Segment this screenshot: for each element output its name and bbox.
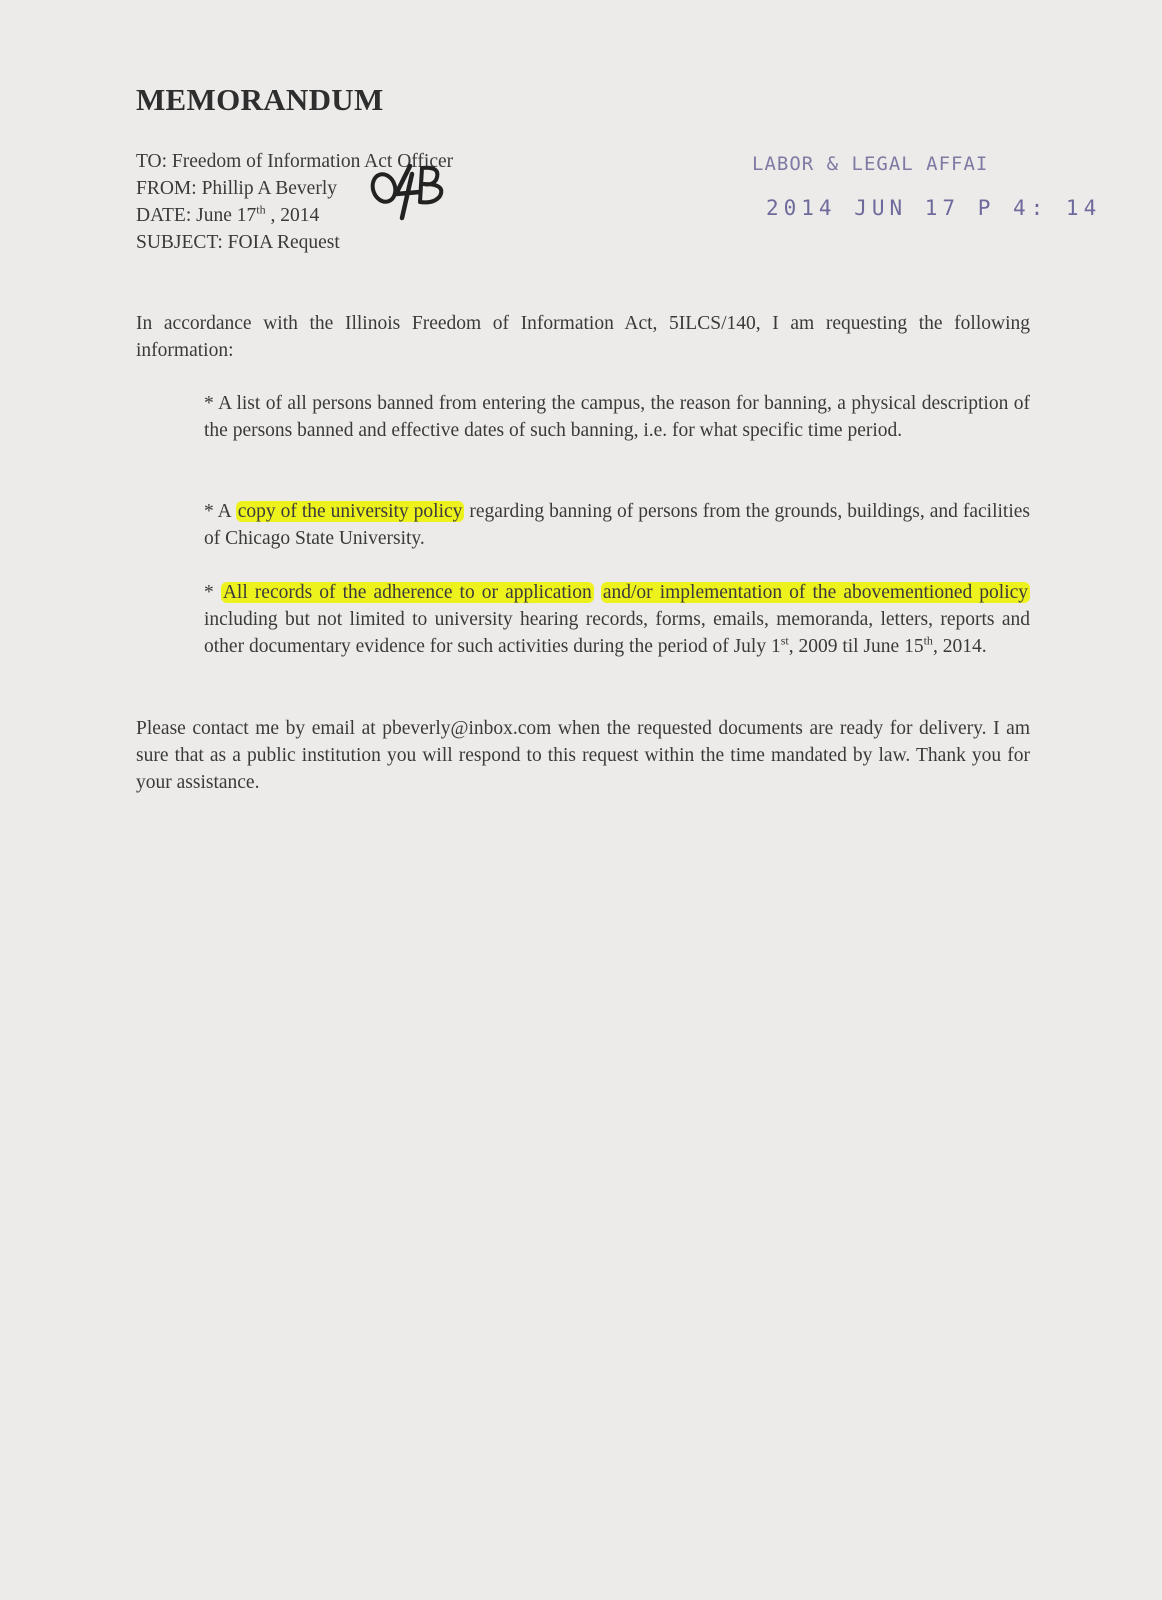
stamp-datetime: 2014 JUN 17 P 4: 14	[766, 196, 1102, 220]
memo-title: MEMORANDUM	[136, 82, 384, 117]
request-item-3-middle: , 2009 til June 15	[788, 636, 924, 657]
stamp-department: LABOR & LEGAL AFFAI	[752, 153, 989, 175]
handwritten-mark-icon	[370, 160, 450, 222]
subject-line: SUBJECT: FOIA Request	[136, 232, 340, 253]
received-stamp	[752, 152, 1101, 223]
to-line: TO: Freedom of Information Act Officer	[136, 151, 454, 172]
request-item-3-rest: including but not limited to university hearing records, forms, emails, memoranda, letters, reports and other documentary evidence for such activities during the period of July 1	[204, 609, 1030, 657]
request-item-3-end: , 2014.	[932, 636, 987, 657]
ordinal-suffix: st	[780, 633, 789, 648]
ordinal-suffix: th	[923, 633, 933, 648]
date-suffix: , 2014	[265, 205, 320, 226]
date-ordinal: th	[256, 202, 266, 217]
request-item-1: * A list of all persons banned from entering the campus, the reason for banning, a physical description of the persons banned and effective dates of such banning, i.e. for what specific time period.	[204, 393, 1030, 441]
request-item-3-prefix: *	[204, 582, 221, 603]
highlighted-text: All records of the adherence to or application	[222, 582, 592, 603]
request-item-2	[204, 498, 1030, 552]
from-line: FROM: Phillip A Beverly	[136, 178, 337, 199]
request-item-2-rest: regarding banning of persons from the grounds, buildings, and facilities of Chicago State University.	[204, 501, 1030, 549]
request-item-2-prefix: * A	[204, 501, 236, 522]
highlighted-text: copy of the university policy	[237, 501, 463, 522]
request-item-3	[204, 579, 1030, 660]
date-prefix: DATE: June 17	[136, 205, 257, 226]
highlighted-text: and/or implementation of the abovementioned policy	[602, 582, 1029, 603]
closing-paragraph: Please contact me by email at pbeverly@inbox.com when the requested documents are ready for delivery. I am sure that as a public institution you will respond to this request within the time mandated by law. Thank you for your assistance.	[136, 718, 1030, 793]
intro-paragraph: In accordance with the Illinois Freedom of Information Act, 5ILCS/140, I am requesting the following information:	[136, 313, 1030, 361]
